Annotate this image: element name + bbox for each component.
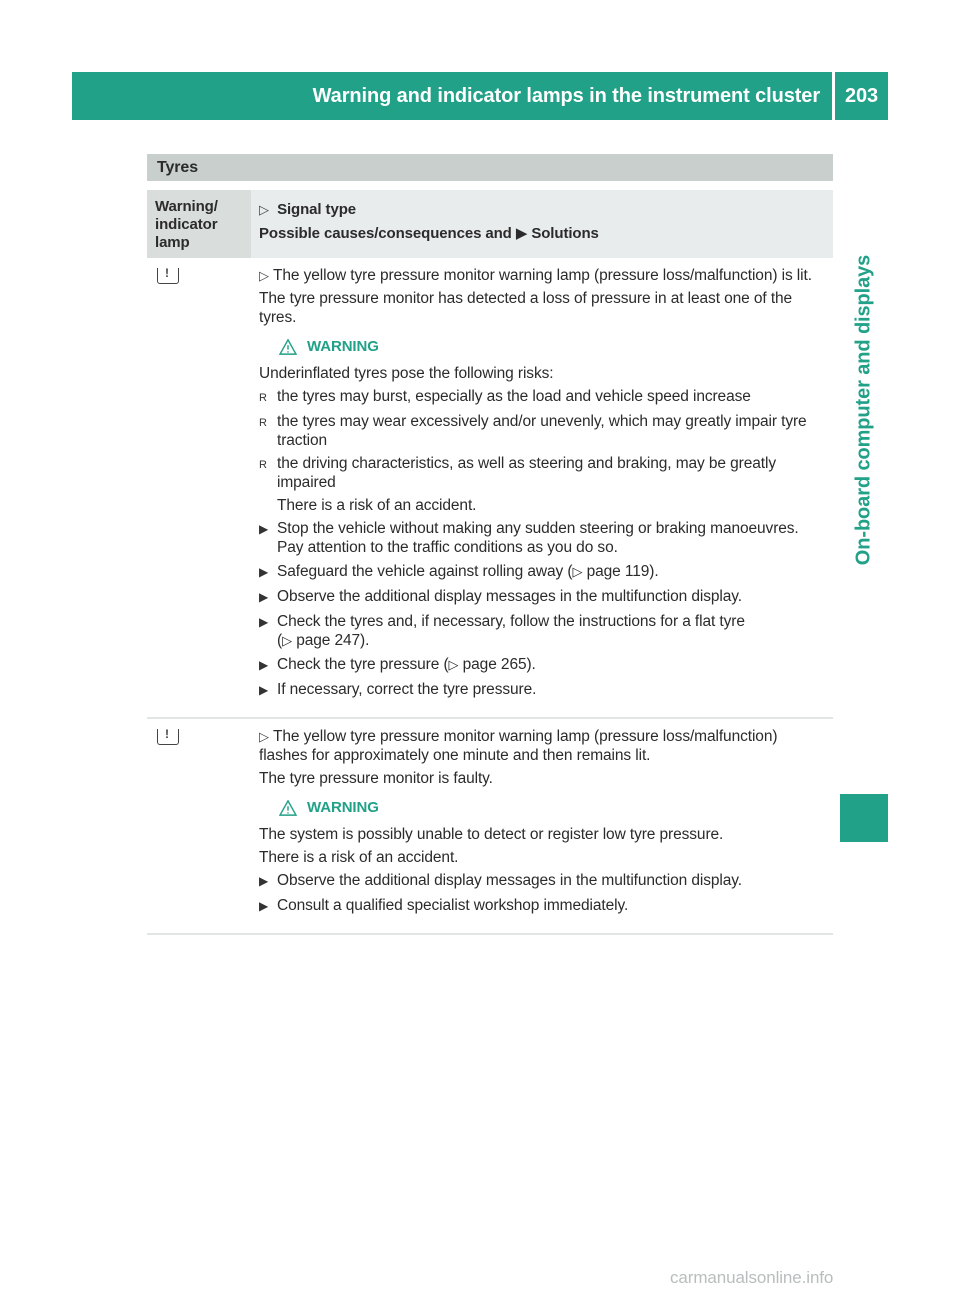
- page-ref-icon: ▷: [448, 657, 459, 672]
- signal-description: [259, 266, 829, 285]
- action-text: Check the tyres and, if necessary, follow the instructions for a flat tyre: [277, 613, 745, 630]
- description-cell: [251, 719, 833, 933]
- lamp-cell: [147, 719, 251, 933]
- page-ref-link[interactable]: page 265).: [462, 656, 536, 673]
- signal-text: The yellow tyre pressure monitor warning lamp (pressure loss/malfunction) is lit.: [273, 267, 812, 284]
- cause-text: The tyre pressure monitor is faulty.: [259, 770, 493, 787]
- action-step: [259, 519, 829, 557]
- warning-triangle-icon: [279, 800, 297, 816]
- action-step: [259, 680, 829, 700]
- action-arrow-icon: ▶: [259, 899, 269, 913]
- signal-text: The yellow tyre pressure monitor warning lamp (pressure loss/malfunction) flashes for approximately one minute and then remains lit.: [259, 728, 778, 764]
- risk-intro: Underinflated tyres pose the following risks:: [259, 365, 554, 382]
- chapter-marker: [840, 794, 888, 842]
- col-header-causes: Possible causes/consequences and: [259, 225, 512, 242]
- bullet-text: the tyres may burst, especially as the load and vehicle speed increase: [277, 388, 751, 405]
- action-arrow-icon: ▶: [259, 683, 269, 697]
- col-header-signal: [251, 190, 833, 258]
- action-arrow-icon: ▶: [259, 874, 269, 888]
- warning-label: WARNING: [307, 799, 379, 816]
- warning-text: The system is possibly unable to detect or register low tyre pressure.: [259, 826, 724, 843]
- bullet-icon: R: [259, 417, 267, 429]
- warning-heading: [279, 798, 829, 817]
- signal-description: [259, 727, 829, 765]
- table-title: Tyres: [147, 154, 833, 181]
- action-text: Observe the additional display messages in the multifunction display.: [277, 588, 742, 605]
- description-cell: [251, 258, 833, 717]
- lamp-cell: [147, 258, 251, 717]
- action-text: Safeguard the vehicle against rolling away (: [277, 563, 573, 580]
- cause-text: The tyre pressure monitor has detected a loss of pressure in at least one of the tyres.: [259, 290, 793, 326]
- warning-text: There is a risk of an accident.: [259, 849, 459, 866]
- page-ref-icon: ▷: [282, 633, 292, 648]
- action-arrow-icon: ▶: [259, 522, 269, 536]
- list-item: [259, 412, 829, 450]
- action-step: [259, 871, 829, 891]
- page-ref-link[interactable]: page 119).: [586, 563, 659, 580]
- page-ref-icon: ▷: [572, 564, 583, 579]
- col-header-lamp-line: lamp: [155, 234, 190, 251]
- signal-type-icon: ▷: [259, 268, 269, 283]
- bullet-icon: R: [259, 459, 267, 471]
- action-text: Observe the additional display messages in the multifunction display.: [277, 872, 742, 889]
- tyre-pressure-warning-icon: [157, 268, 179, 284]
- action-arrow-icon: ▶: [259, 658, 269, 672]
- warning-heading: [279, 337, 829, 356]
- action-text: Stop the vehicle without making any sudden steering or braking manoeuvres. Pay attention to the traffic conditions as you do so.: [277, 520, 799, 556]
- solution-arrow-icon: ▶: [515, 225, 528, 242]
- action-arrow-icon: ▶: [259, 590, 269, 604]
- col-header-lamp-line: indicator: [155, 216, 218, 233]
- table-header-row: [147, 190, 833, 258]
- action-step: [259, 587, 829, 607]
- list-item: [259, 454, 829, 492]
- section-header: [72, 72, 832, 120]
- action-step: ▶ Check the tyres and, if necessary, follow the instructions for a flat tyre (▷ page 247).: [259, 613, 745, 649]
- action-arrow-icon: ▶: [259, 565, 269, 579]
- bullet-text: the tyres may wear excessively and/or unevenly, which may greatly impair tyre traction: [277, 413, 807, 449]
- watermark: carmanualsonline.info: [670, 1268, 834, 1287]
- warning-label: WARNING: [307, 338, 379, 355]
- side-chapter-label: On-board computer and displays: [852, 254, 875, 566]
- signal-type-icon: ▷: [259, 202, 269, 217]
- tyre-pressure-warning-icon: [157, 729, 179, 745]
- bullet-icon: R: [259, 392, 267, 404]
- action-step: [259, 655, 829, 675]
- col-header-lamp-line: Warning/: [155, 198, 218, 215]
- bullet-text: the driving characteristics, as well as steering and braking, may be greatly impaired: [277, 455, 776, 491]
- risk-note: There is a risk of an accident.: [277, 497, 477, 514]
- action-text: Check the tyre pressure (: [277, 656, 449, 673]
- action-step: [259, 896, 829, 916]
- action-text: If necessary, correct the tyre pressure.: [277, 681, 537, 698]
- action-step: [259, 562, 829, 582]
- warning-triangle-icon: [279, 339, 297, 355]
- table-row: [147, 719, 833, 935]
- col-header-lamp: [147, 190, 251, 258]
- table-row: [147, 258, 833, 719]
- col-header-solutions: Solutions: [531, 225, 599, 242]
- section-title: Warning and indicator lamps in the instrument cluster: [312, 84, 820, 107]
- action-text: Consult a qualified specialist workshop immediately.: [277, 897, 629, 914]
- action-arrow-icon: ▶: [259, 615, 269, 629]
- list-item: [259, 387, 829, 408]
- page-ref-link[interactable]: page 247).: [296, 632, 370, 649]
- col-header-signal-type: Signal type: [277, 201, 356, 218]
- tyres-table: [147, 154, 833, 935]
- signal-type-icon: ▷: [259, 729, 269, 744]
- page-number: 203: [835, 72, 888, 120]
